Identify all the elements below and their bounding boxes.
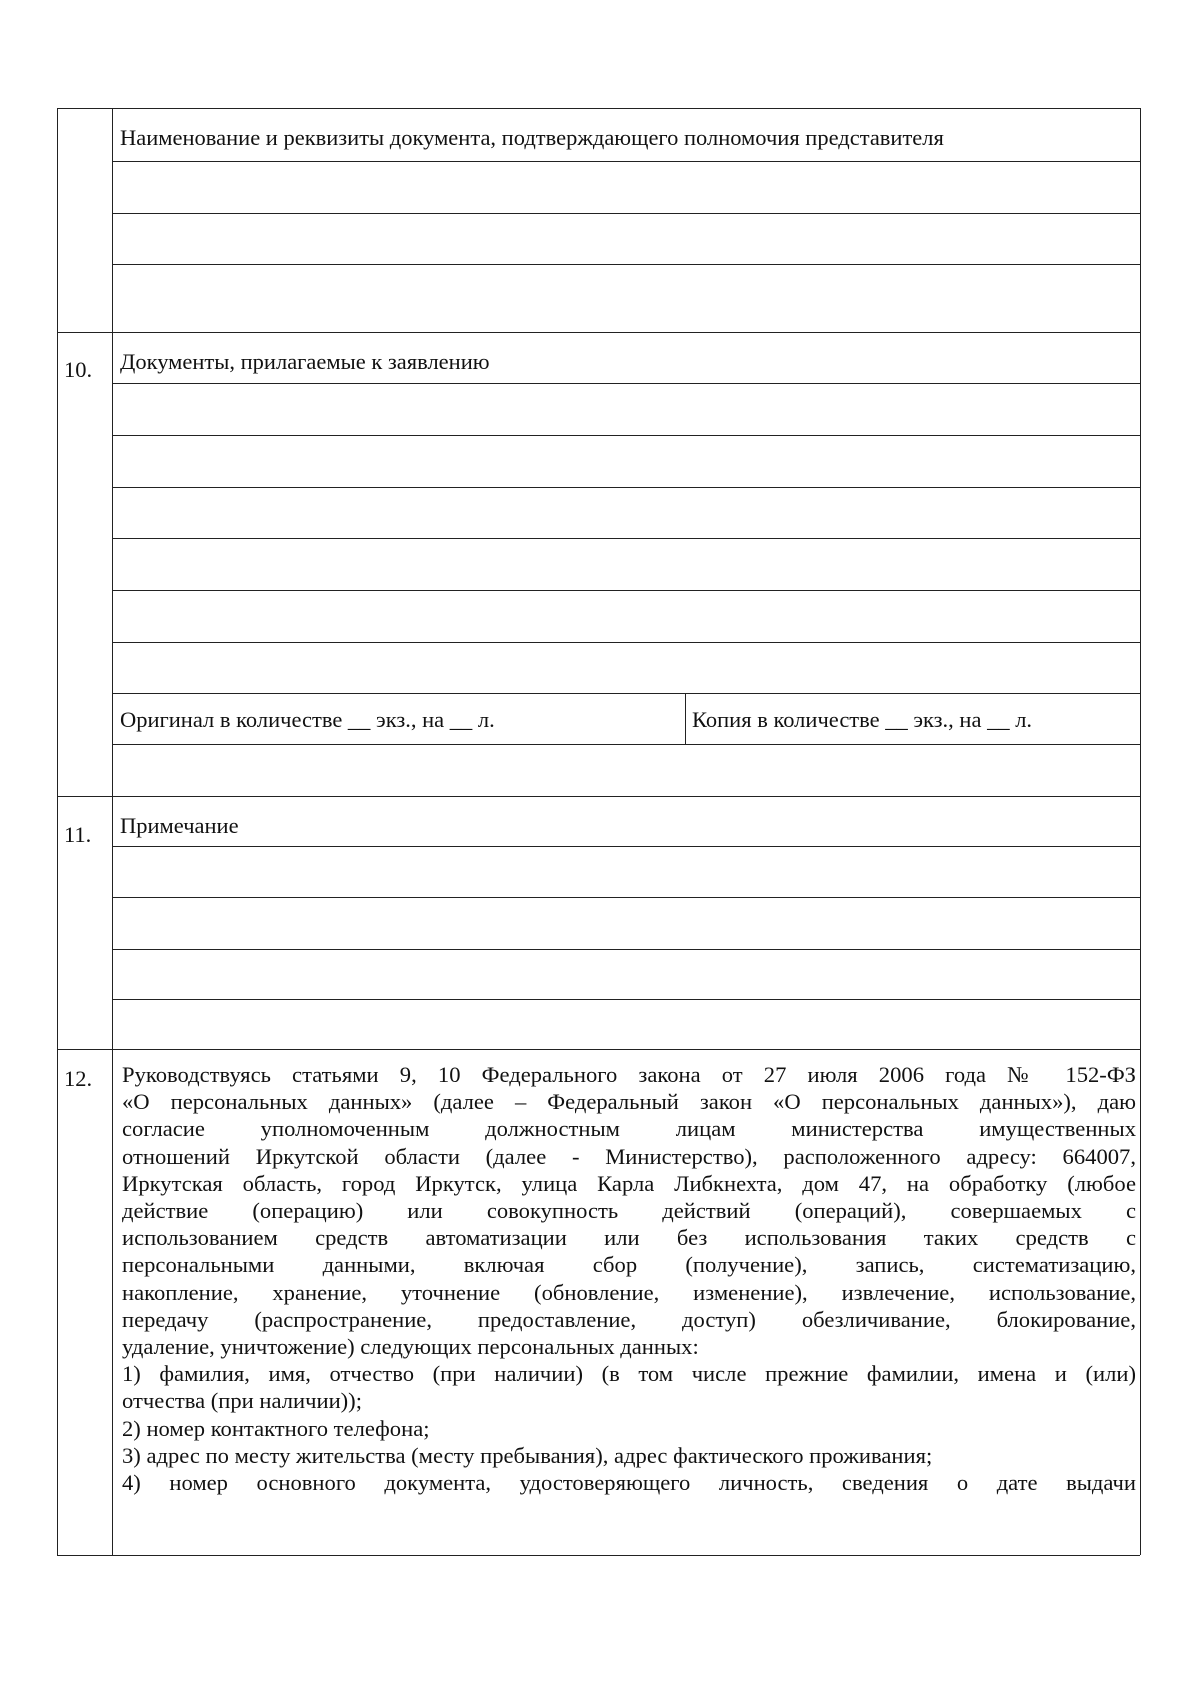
consent-paragraph (122, 1061, 1136, 1496)
consent-line: отношений Иркутской области (далее - Министерство), расположенного адресу: 664007, (122, 1143, 1136, 1169)
table-left-border (57, 108, 58, 1555)
section-divider (57, 1049, 1140, 1050)
blank-line (113, 642, 1140, 643)
table-right-border (1140, 108, 1141, 1555)
blank-line (113, 949, 1140, 950)
consent-line: Иркутская область, город Иркутск, улица Карла Либкнехта, дом 47, на обработку (любое (122, 1170, 1136, 1196)
consent-line: согласие уполномоченным должностным лицам министерства имущественных (122, 1116, 1136, 1142)
blank-line (113, 213, 1140, 214)
consent-line: «О персональных данных» (далее – Федеральный закон «О персональных данных»), даю (122, 1089, 1136, 1115)
row11-header: Примечание (120, 813, 239, 838)
copy-count-field[interactable]: Копия в количестве __ экз., на __ л. (692, 707, 1033, 732)
blank-line (113, 161, 1140, 162)
blank-line (113, 435, 1140, 436)
consent-list-item: 2) номер контактного телефона; (122, 1415, 430, 1441)
blank-line (113, 538, 1140, 539)
blank-line (113, 487, 1140, 488)
consent-line: действие (операцию) или совокупность действий (операций), совершаемых с (122, 1198, 1136, 1224)
consent-line: удаление, уничтожение) следующих персональных данных: (122, 1334, 699, 1360)
section-divider (57, 796, 1140, 797)
consent-line: персональными данными, включая сбор (получение), запись, систематизацию, (122, 1252, 1136, 1278)
blank-line (113, 264, 1140, 265)
consent-list-item: 4) номер основного документа, удостоверяющего личность, сведения о дате выдачи (122, 1470, 1136, 1496)
section-divider (57, 332, 1140, 333)
table-bottom-border (57, 1555, 1140, 1556)
row9-header: Наименование и реквизиты документа, подтверждающего полномочия представителя (120, 125, 944, 150)
consent-line: Руководствуясь статьями 9, 10 Федерального закона от 27 июля 2006 года № 152-ФЗ (122, 1062, 1136, 1087)
blank-line (113, 897, 1140, 898)
blank-line (113, 693, 1140, 694)
table-column-divider (112, 108, 113, 1555)
consent-list-item: отчества (при наличии)); (122, 1388, 362, 1414)
blank-line (113, 846, 1140, 847)
row10-count-divider (685, 693, 686, 744)
blank-line (113, 744, 1140, 745)
row11-number: 11. (64, 822, 92, 847)
blank-line (113, 590, 1140, 591)
original-count-field[interactable]: Оригинал в количестве __ экз., на __ л. (120, 707, 495, 732)
consent-line: использованием средств автоматизации или без использования таких средств с (122, 1225, 1136, 1251)
blank-line (113, 383, 1140, 384)
consent-list-item: 1) фамилия, имя, отчество (при наличии) (в том числе прежние фамилии, имена и (или) (122, 1361, 1136, 1387)
blank-line (113, 999, 1140, 1000)
consent-line: накопление, хранение, уточнение (обновление, изменение), извлечение, использование, (122, 1279, 1136, 1305)
row12-number: 12. (64, 1066, 93, 1091)
row10-header: Документы, прилагаемые к заявлению (120, 349, 490, 374)
consent-list-item: 3) адрес по месту жительства (месту пребывания), адрес фактического проживания; (122, 1442, 933, 1468)
row10-number: 10. (64, 357, 93, 382)
consent-line: передачу (распространение, предоставление, доступ) обезличивание, блокирование, (122, 1306, 1136, 1332)
table-top-border (57, 108, 1140, 109)
